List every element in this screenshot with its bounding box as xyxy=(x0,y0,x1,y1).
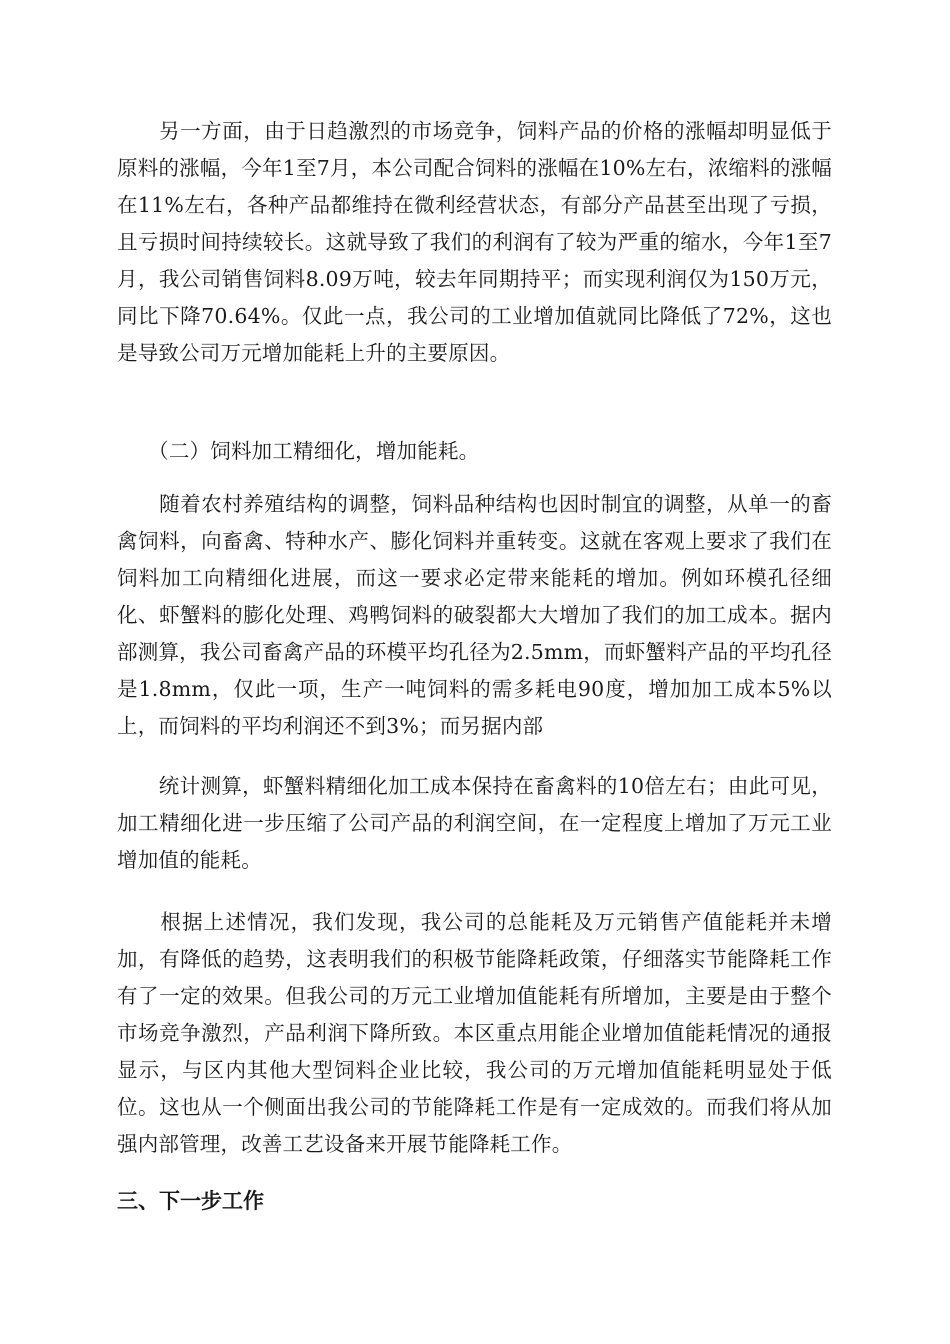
paragraph-breeding-structure: 随着农村养殖结构的调整，饲料品种结构也因时制宜的调整，从单一的畜禽饲料，向畜禽、特种水产、膨化饲料并重转变。这就在客观上要求了我们在饲料加工向精细化进展，而这一要求必定带来能耗的增加。例如环模孔径细化、虾蟹料的膨化处理、鸡鸭饲料的破裂都大大增加了我们的加工成本。据内部测算，我公司畜禽产品的环模平均孔径为2.5mm，而虾蟹料产品的平均孔径是1.8mm，仅此一项，生产一吨饲料的需多耗电90度，增加加工成本5%以上，而饲料的平均利润还不到3%；而另据内部 xyxy=(117,492,832,738)
paragraph-statistics: 统计测算，虾蟹料精细化加工成本保持在畜禽料的10倍左右；由此可见，加工精细化进一步压缩了公司产品的利润空间，在一定程度上增加了万元工业增加值的能耗。 xyxy=(117,774,832,872)
paragraph-price-increase: 另一方面，由于日趋激烈的市场竞争，饲料产品的价格的涨幅却明显低于原料的涨幅，今年1至7月，本公司配合饲料的涨幅在10%左右，浓缩料的涨幅在11%左右，各种产品都维持在微利经营状态，有部分产品甚至出现了亏损，且亏损时间持续较长。这就导致了我们的利润有了较为严重的缩水，今年1至7月，我公司销售饲料8.09万吨，较去年同期持平；而实现利润仅为150万元，同比下降70.64%。仅此一点，我公司的工业增加值就同比降低了72%，这也是导致公司万元增加能耗上升的主要原因。 xyxy=(117,119,832,365)
section-heading-next-steps: 三、下一步工作 xyxy=(117,1189,264,1213)
paragraph-conclusion: 根据上述情况，我们发现，我公司的总能耗及万元销售产值能耗并未增加，有降低的趋势，这表明我们的积极节能降耗政策，仔细落实节能降耗工作有了一定的效果。但我公司的万元工业增加值能耗有所增加，主要是由于整个市场竞争激烈，产品利润下降所致。本区重点用能企业增加值能耗情况的通报显示，与区内其他大型饲料企业比较，我公司的万元增加值能耗明显处于低位。这也从一个侧面出我公司的节能降耗工作是有一定成效的。而我们将从加强内部管理，改善工艺设备来开展节能降耗工作。 xyxy=(117,910,832,1156)
paragraph-subheading-refinement: （二）饲料加工精细化，增加能耗。 xyxy=(117,439,480,463)
